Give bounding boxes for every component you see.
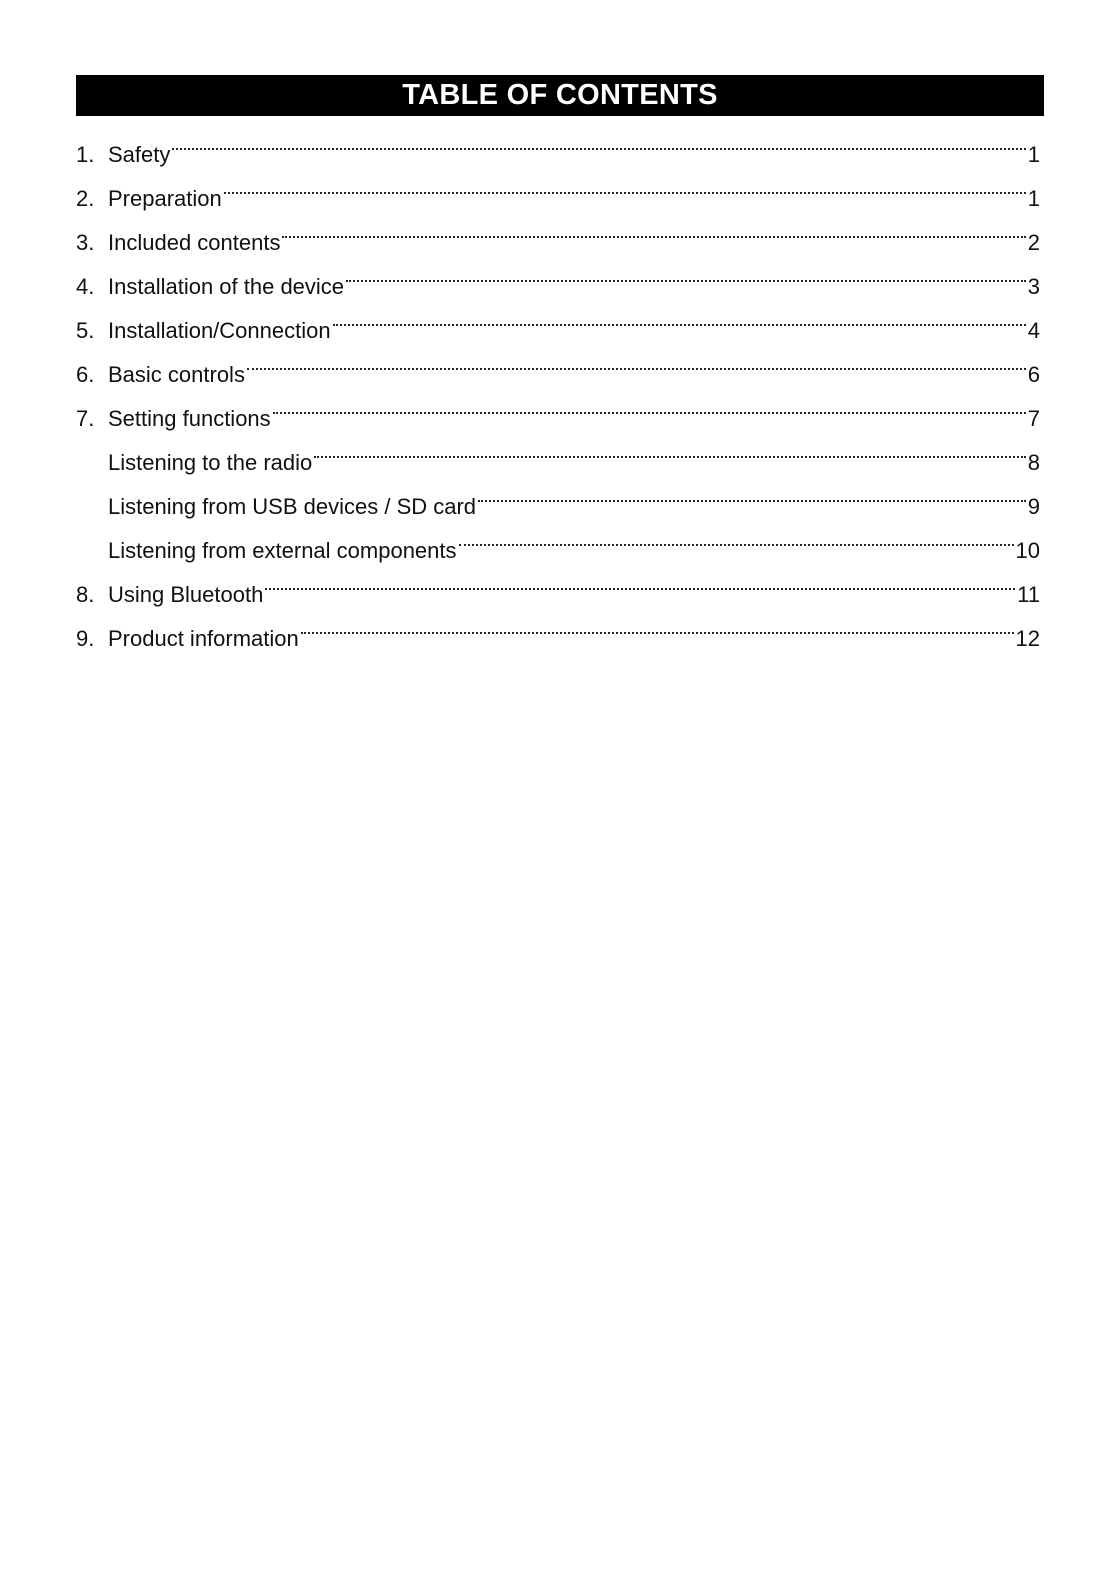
toc-entry-page: 11 [1017, 582, 1040, 607]
toc-heading: TABLE OF CONTENTS [76, 75, 1044, 116]
toc-entry-title: Listening from external components [108, 538, 457, 563]
toc-entry-number: 6. [76, 362, 95, 387]
toc-entry-page: 9 [1027, 494, 1040, 519]
toc-entry-number: 5. [76, 318, 95, 343]
toc-entry-number: 3. [76, 230, 95, 255]
toc-dot-leader [265, 558, 1015, 602]
toc-entry-title: Product information [108, 626, 299, 651]
toc-entry-title: Using Bluetooth [108, 582, 264, 607]
toc-entry-title: Listening from USB devices / SD card [108, 494, 477, 519]
toc-entry-page: 6 [1027, 362, 1040, 387]
toc-list [76, 118, 1040, 651]
toc-entry-number: 7. [76, 406, 95, 431]
toc-dot-leader [314, 426, 1025, 470]
toc-entry-number: 2. [76, 186, 95, 211]
toc-entry-number: 1. [76, 142, 95, 167]
toc-entry-title: Preparation [108, 186, 222, 211]
toc-entry-title: Included contents [108, 230, 281, 255]
toc-entry-title: Installation of the device [108, 274, 345, 299]
toc-dot-leader [172, 118, 1025, 162]
toc-entry-number: 8. [76, 582, 95, 607]
toc-entry-title: Safety [108, 142, 171, 167]
toc-dot-leader [247, 338, 1026, 382]
toc-dot-leader [478, 470, 1026, 514]
toc-dot-leader [346, 250, 1026, 294]
toc-entry-page: 4 [1027, 318, 1040, 343]
toc-dot-leader [282, 206, 1025, 250]
toc-dot-leader [273, 382, 1026, 426]
toc-entry-number: 9. [76, 626, 95, 651]
toc-dot-leader [224, 162, 1026, 206]
toc-entry-preparation[interactable] [76, 162, 1040, 211]
toc-dot-leader [459, 514, 1014, 558]
toc-entry-title: Basic controls [108, 362, 245, 387]
toc-entry-page: 10 [1015, 538, 1040, 563]
toc-entry-title: Setting functions [108, 406, 271, 431]
toc-dot-leader [301, 602, 1014, 646]
toc-entry-page: 1 [1027, 186, 1040, 211]
toc-entry-page: 7 [1027, 406, 1040, 431]
toc-entry-title: Listening to the radio [108, 450, 313, 475]
toc-entry-page: 12 [1015, 626, 1040, 651]
toc-entry-page: 3 [1027, 274, 1040, 299]
toc-entry-page: 1 [1027, 142, 1040, 167]
toc-entry-safety[interactable] [76, 118, 1040, 167]
toc-dot-leader [333, 294, 1026, 338]
toc-entry-title: Installation/Connection [108, 318, 331, 343]
toc-entry-page: 2 [1027, 230, 1040, 255]
toc-entry-page: 8 [1027, 450, 1040, 475]
toc-entry-number: 4. [76, 274, 95, 299]
